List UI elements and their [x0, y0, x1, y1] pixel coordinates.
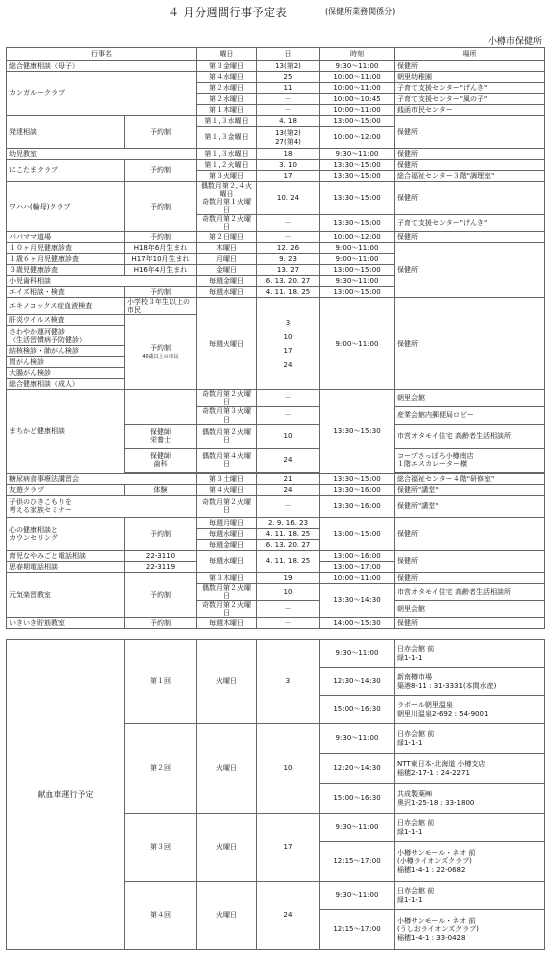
venue-name: ラボール朝里温泉 [397, 701, 453, 710]
weekday-cell: 第１,３金曜日 [197, 127, 257, 149]
place-cell [395, 668, 545, 696]
event-name: ３歳児健康診査 [7, 265, 125, 276]
day-cell: － [257, 600, 320, 617]
day-cell: 4. 11. 18. 25 [257, 287, 320, 298]
time-cell: 13:00～17:00 [320, 561, 395, 572]
day-cell: 2. 9. 16. 23 [257, 517, 320, 528]
event-note: 予約制 [125, 517, 197, 550]
place-cell: 市営オタモイ住宅 高齢者生活相談所 [395, 583, 545, 600]
day-cell: 3. 10 [257, 160, 320, 171]
venue-address: 朝里川温泉2-692 : 54-9001 [397, 709, 489, 718]
role-label: 保健師 [150, 452, 171, 461]
day-cell: 4. 18 [257, 116, 320, 127]
note-text: 40歳以上の市民 [142, 354, 179, 361]
event-note: 予約制 [125, 572, 197, 617]
time-cell: 13:30～16:00 [320, 495, 395, 517]
weekday-cell: 毎週金曜日 [197, 276, 257, 287]
event-name: 結核検診・肺がん検診 [7, 346, 125, 357]
time-cell: 13:00～15:00 [320, 287, 395, 298]
event-name: にこたまクラブ [7, 160, 125, 182]
event-name: 糖尿病食事療法講習会 [7, 473, 197, 484]
event-name: 胃がん検診 [7, 357, 125, 368]
time-cell: 15:00～16:30 [320, 784, 395, 814]
day-cell: 17 [257, 814, 320, 882]
time-cell: 10:00～11:00 [320, 72, 395, 83]
role-label: 栄養士 [150, 436, 171, 445]
place-cell: 朝里幼稚園 [395, 72, 545, 83]
event-name: カンガルークラブ [7, 72, 197, 116]
day-cell: 21 [257, 473, 320, 484]
day-cell: 11 [257, 83, 320, 94]
weekday-value: 偶数月第２,４火曜日 [200, 182, 253, 199]
day-cell: 13(第2) [257, 61, 320, 72]
day-cell: 10. 24 [257, 182, 320, 215]
day-cell: 24 [257, 448, 320, 472]
time-cell: 13:00～15:00 [320, 116, 395, 127]
weekday-cell: 毎週水曜日 [197, 287, 257, 298]
time-cell: 13:30～15:00 [320, 171, 395, 182]
venue-name: 日赤会館 前 [397, 887, 435, 896]
organization-name: 小樽市保健所 [487, 37, 542, 47]
place-line: １階エスカレーター横 [397, 460, 467, 469]
event-note: H17年10月生まれ [125, 254, 197, 265]
time-cell: 13:00～16:00 [320, 550, 395, 561]
venue-address: 稲穂2-17-1 : 24-2271 [397, 768, 470, 777]
time-cell: 13:30～15:00 [320, 473, 395, 484]
table-row [7, 61, 545, 72]
place-cell: 子育て支援センター"げんき" [395, 215, 545, 232]
weekday-cell: 毎週水曜日 [197, 528, 257, 539]
weekday-cell: 第１,３水曜日 [197, 116, 257, 127]
event-name [7, 326, 125, 346]
col-header-weekday: 曜日 [197, 48, 257, 61]
time-cell: 13:30～16:00 [320, 484, 395, 495]
place-cell: 銭函市民センター [395, 105, 545, 116]
weekday-cell: 第３木曜日 [197, 572, 257, 583]
place-cell [395, 882, 545, 910]
place-cell [395, 784, 545, 814]
place-cell [395, 696, 545, 724]
time-cell: 10:00～11:00 [320, 83, 395, 94]
event-note: 予約制 [125, 116, 197, 149]
event-name: １０ヶ月児健康診査 [7, 243, 125, 254]
time-cell: 13:00～15:00 [320, 517, 395, 550]
day-cell: 10 [257, 583, 320, 600]
venue-name: 日赤会館 前 [397, 645, 435, 654]
place-cell: 保健所 [395, 182, 545, 215]
page-title: ４ 月分週間行事予定表 [168, 6, 287, 19]
time-cell: 9:00～11:00 [320, 298, 395, 390]
event-note: 予約制 [125, 182, 197, 232]
table-row [7, 572, 545, 583]
weekday-cell [197, 182, 257, 215]
schedule-table [6, 47, 545, 629]
place-cell [395, 910, 545, 950]
event-note: 小学校３年生以上の市民 [125, 298, 197, 315]
day-cell: － [257, 232, 320, 243]
venue-name: 日赤会館 前 [397, 819, 435, 828]
day-cell: 24 [257, 882, 320, 950]
time-cell: 14:00～15:30 [320, 617, 395, 628]
venue-name: 小樽サンモール・ネオ 前 [397, 917, 476, 926]
venue-address: 緑1-1-1 [397, 895, 423, 904]
place-cell: 朝里会館 [395, 600, 545, 617]
phone-number: 22-3119 [125, 561, 197, 572]
place-cell: 保健所 [395, 298, 545, 390]
weekday-cell: 偶数月第４火曜日 [197, 448, 257, 472]
time-cell: 9:30～11:00 [320, 640, 395, 668]
weekday-cell: 毎週月曜日 [197, 517, 257, 528]
place-cell: 市営オタモイ住宅 高齢者生活相談所 [395, 424, 545, 448]
event-name: 思春期電話相談 [7, 561, 125, 572]
weekday-cell: 第２水曜日 [197, 83, 257, 94]
weekday-cell: 第２水曜日 [197, 94, 257, 105]
place-cell [395, 842, 545, 882]
place-cell: 保健所"講堂" [395, 495, 545, 517]
day-cell: 10 [257, 424, 320, 448]
time-cell: 10:00～12:00 [320, 127, 395, 149]
time-cell: 15:00～16:30 [320, 696, 395, 724]
blood-drive-table [6, 639, 545, 950]
event-note: 予約制 [125, 160, 197, 182]
table-row [7, 390, 545, 407]
weekday-cell: 火曜日 [197, 640, 257, 724]
day-value: 17 [283, 346, 293, 355]
weekday-cell: 第３火曜日 [197, 171, 257, 182]
place-cell: 保健所 [395, 617, 545, 628]
time-cell: 12:15～17:00 [320, 910, 395, 950]
event-name: エキノコックス症血液検査 [7, 298, 125, 315]
place-cell [395, 754, 545, 784]
venue-group: (小樽ライオンズクラブ) [397, 857, 472, 866]
place-cell: 保健所 [395, 517, 545, 550]
venue-address: 築港8-11 : 31-3331(本間水産) [397, 681, 497, 690]
weekday-cell: 第２日曜日 [197, 232, 257, 243]
table-row [7, 298, 545, 315]
venue-address: 稲穂1-4-1 : 33-0428 [397, 933, 466, 942]
place-cell: 産業会館内郵便局ロビー [395, 407, 545, 424]
weekday-cell: 奇数月第２火曜日 [197, 215, 257, 232]
place-cell [395, 814, 545, 842]
round-label: 第２回 [125, 724, 197, 814]
day-cell: 9. 23 [257, 254, 320, 265]
event-name: エイズ相談・検査 [7, 287, 125, 298]
venue-address: 緑1-1-1 [397, 653, 423, 662]
round-label: 第４回 [125, 882, 197, 950]
venue-name: 小樽サンモール・ネオ 前 [397, 849, 476, 858]
weekday-cell: 毎週木曜日 [197, 617, 257, 628]
event-name-line: さわやか運河健診 [9, 327, 65, 336]
weekday-cell: 金曜日 [197, 265, 257, 276]
day-cell: 4. 11. 18. 25 [257, 550, 320, 572]
time-cell: 10:00～10:45 [320, 94, 395, 105]
table-row [7, 617, 545, 628]
event-note [125, 390, 197, 424]
weekday-cell: 奇数月第３火曜日 [197, 407, 257, 424]
header-row [7, 48, 545, 61]
venue-name: 日赤会館 前 [397, 730, 435, 739]
time-cell: 10:00～11:00 [320, 105, 395, 116]
event-name: 大腸がん検診 [7, 368, 125, 379]
time-cell: 12:15～17:00 [320, 842, 395, 882]
place-line: コープさっぽろ小樽南店 [397, 452, 474, 461]
day-cell: 24 [257, 484, 320, 495]
time-cell: 9:30～11:00 [320, 882, 395, 910]
weekday-cell: 月曜日 [197, 254, 257, 265]
event-name: 元気楽習教室 [7, 572, 125, 617]
time-cell: 9:00～11:00 [320, 243, 395, 254]
venue-address: 緑1-1-1 [397, 738, 423, 747]
role-label: 歯科 [153, 460, 168, 469]
weekday-cell: 第１,３水曜日 [197, 149, 257, 160]
place-cell: 保健所 [395, 232, 545, 243]
event-name: 友遊クラブ [7, 484, 125, 495]
event-note: H16年4月生まれ [125, 265, 197, 276]
weekday-cell: 毎週火曜日 [197, 298, 257, 390]
weekday-cell: 第４火曜日 [197, 484, 257, 495]
day-cell: － [257, 390, 320, 407]
event-name: １歳６ヶ月児健康診査 [7, 254, 125, 265]
event-note: 体験 [125, 484, 197, 495]
venue-group: (うしおライオンズクラブ) [397, 925, 479, 934]
blood-drive-title: 献血車運行予定 [7, 640, 125, 950]
day-cell: 18 [257, 149, 320, 160]
day-cell: － [257, 407, 320, 424]
day-cell [257, 127, 320, 149]
venue-address: 稲穂1-4-1 : 22-0682 [397, 865, 466, 874]
event-name [7, 495, 197, 517]
event-name: 育児なやみごと電話相談 [7, 550, 125, 561]
weekday-cell: 第３金曜日 [197, 61, 257, 72]
time-cell: 13:00～15:00 [320, 265, 395, 276]
event-name: ワハハ(輪母)クラブ [7, 182, 125, 232]
day-value: 24 [283, 360, 293, 369]
page-subtitle: (保健所業務関係分) [325, 7, 396, 16]
day-cell: － [257, 94, 320, 105]
event-name-line: 考える家族セミナー [9, 506, 72, 515]
day-cell: 4. 11. 18. 25 [257, 528, 320, 539]
place-cell: 保健所 [395, 149, 545, 160]
time-cell: 10:00～11:00 [320, 572, 395, 583]
event-note: 予約制 [125, 287, 197, 298]
col-header-day: 日 [257, 48, 320, 61]
event-note [125, 315, 197, 390]
weekday-cell: 火曜日 [197, 814, 257, 882]
day-cell: － [257, 105, 320, 116]
day-value: 13(第2) [275, 129, 301, 138]
col-header-place: 場所 [395, 48, 545, 61]
day-value: 27(第4) [275, 137, 301, 146]
role-cell [125, 424, 197, 448]
phone-number: 22-3110 [125, 550, 197, 561]
weekday-cell: 火曜日 [197, 882, 257, 950]
day-cell: 19 [257, 572, 320, 583]
role-label: 保健師 [150, 428, 171, 437]
day-cell: － [257, 495, 320, 517]
event-note: H18年6月生まれ [125, 243, 197, 254]
place-cell: 保健所 [395, 61, 545, 72]
weekday-cell: 毎週金曜日 [197, 539, 257, 550]
day-value: 3 [285, 318, 291, 327]
venue-address: 緑1-1-1 [397, 827, 423, 836]
round-label: 第３回 [125, 814, 197, 882]
day-cell: 17 [257, 171, 320, 182]
table-row [7, 640, 545, 668]
weekday-cell: 第４水曜日 [197, 72, 257, 83]
weekday-cell: 第３土曜日 [197, 473, 257, 484]
day-cell [257, 298, 320, 390]
event-name: 小児歯科相談 [7, 276, 197, 287]
time-cell: 9:30～11:00 [320, 276, 395, 287]
place-cell: 保健所 [395, 160, 545, 171]
table-row [7, 116, 545, 127]
weekday-cell: 第１,２火曜日 [197, 160, 257, 171]
weekday-cell: 偶数月第２火曜日 [197, 583, 257, 600]
weekday-cell: 木曜日 [197, 243, 257, 254]
event-name-line: カウンセリング [9, 533, 58, 542]
time-cell: 9:00～11:00 [320, 254, 395, 265]
venue-name: 共成製薬㈱ [397, 790, 432, 799]
day-cell: 25 [257, 72, 320, 83]
event-name: いきいき貯筋教室 [7, 617, 125, 628]
table-row [7, 517, 545, 528]
place-cell [395, 640, 545, 668]
time-cell: 9:30～11:00 [320, 61, 395, 72]
weekday-cell: 奇数月第２火曜日 [197, 495, 257, 517]
weekday-cell: 奇数月第２火曜日 [197, 600, 257, 617]
time-cell: 13:30～15:00 [320, 160, 395, 171]
time-cell: 9:30～11:00 [320, 724, 395, 754]
table-row [7, 72, 545, 83]
time-cell: 12:30～14:30 [320, 668, 395, 696]
event-name: 幼児教室 [7, 149, 197, 160]
place-cell [395, 448, 545, 472]
event-name: 総合健康相談（母子） [7, 61, 197, 72]
weekday-cell: 火曜日 [197, 724, 257, 814]
note-text: 予約制 [150, 344, 171, 353]
event-name: パパママ道場 [7, 232, 125, 243]
event-name: 発達相談 [7, 116, 125, 149]
event-name: 肝炎ウイルス検査 [7, 315, 125, 326]
day-cell: 13. 27 [257, 265, 320, 276]
time-cell: 9:30～11:00 [320, 814, 395, 842]
table-row [7, 182, 545, 215]
venue-address: 奥沢1-25-18 : 33-1800 [397, 798, 475, 807]
role-cell [125, 448, 197, 472]
weekday-cell: 偶数月第２火曜日 [197, 424, 257, 448]
day-cell: 6. 13. 20. 27 [257, 539, 320, 550]
place-cell: 保健所 [395, 550, 545, 572]
event-name: 総合健康相談（成人） [7, 379, 125, 390]
day-cell: 10 [257, 724, 320, 814]
col-header-time: 時刻 [320, 48, 395, 61]
time-cell: 13:30～14:30 [320, 583, 395, 617]
table-row [7, 149, 545, 160]
event-name: まちかど健康相談 [7, 390, 125, 473]
weekday-cell: 奇数月第２火曜日 [197, 390, 257, 407]
place-cell: 保健所 [395, 116, 545, 149]
place-cell: 総合福祉センター４階"研修室" [395, 473, 545, 484]
day-cell: 3 [257, 640, 320, 724]
page-header [0, 4, 550, 18]
table-row [7, 484, 545, 495]
place-cell: 総合福祉センター３階"調理室" [395, 171, 545, 182]
time-cell: 13:30～15:00 [320, 215, 395, 232]
round-label: 第１回 [125, 640, 197, 724]
day-cell: 6. 13. 20. 27 [257, 276, 320, 287]
col-header-event: 行事名 [7, 48, 197, 61]
event-name-line: 心の健康相談と [9, 525, 58, 534]
weekday-cell: 毎週水曜日 [197, 550, 257, 572]
place-cell: 朝里会館 [395, 390, 545, 407]
table-row [7, 550, 545, 561]
place-cell: 子育て支援センター"風の子" [395, 94, 545, 105]
place-cell: 保健所 [395, 572, 545, 583]
place-cell: 保健所"講堂" [395, 484, 545, 495]
place-cell: 子育て支援センター"げんき" [395, 83, 545, 94]
event-name-line: （生活習慣病予防健診） [9, 335, 86, 344]
day-value: 10 [283, 332, 293, 341]
time-cell: 13:30～15:00 [320, 182, 395, 215]
event-name-line: 子供のひきこもりを [9, 498, 72, 507]
day-cell: 12. 26 [257, 243, 320, 254]
place-cell [395, 724, 545, 754]
table-row [7, 495, 545, 517]
event-name [7, 517, 125, 550]
table-row [7, 160, 545, 171]
event-note: 予約制 [125, 617, 197, 628]
place-cell: 保健所 [395, 243, 545, 298]
table-row [7, 232, 545, 243]
time-cell: 12:20～14:30 [320, 754, 395, 784]
time-cell: 10:00～12:00 [320, 232, 395, 243]
table-row [7, 243, 545, 254]
venue-name: 新南樽市場 [397, 673, 432, 682]
weekday-value: 奇数月第１火曜日 [202, 198, 251, 215]
time-cell: 9:30～11:00 [320, 149, 395, 160]
day-cell: － [257, 215, 320, 232]
time-cell: 13:30～15:30 [320, 390, 395, 473]
event-note: 予約制 [125, 232, 197, 243]
weekday-cell: 第１木曜日 [197, 105, 257, 116]
day-cell: － [257, 617, 320, 628]
table-row [7, 473, 545, 484]
venue-name: NTT東日本-北海道 小樽支店 [397, 760, 486, 769]
